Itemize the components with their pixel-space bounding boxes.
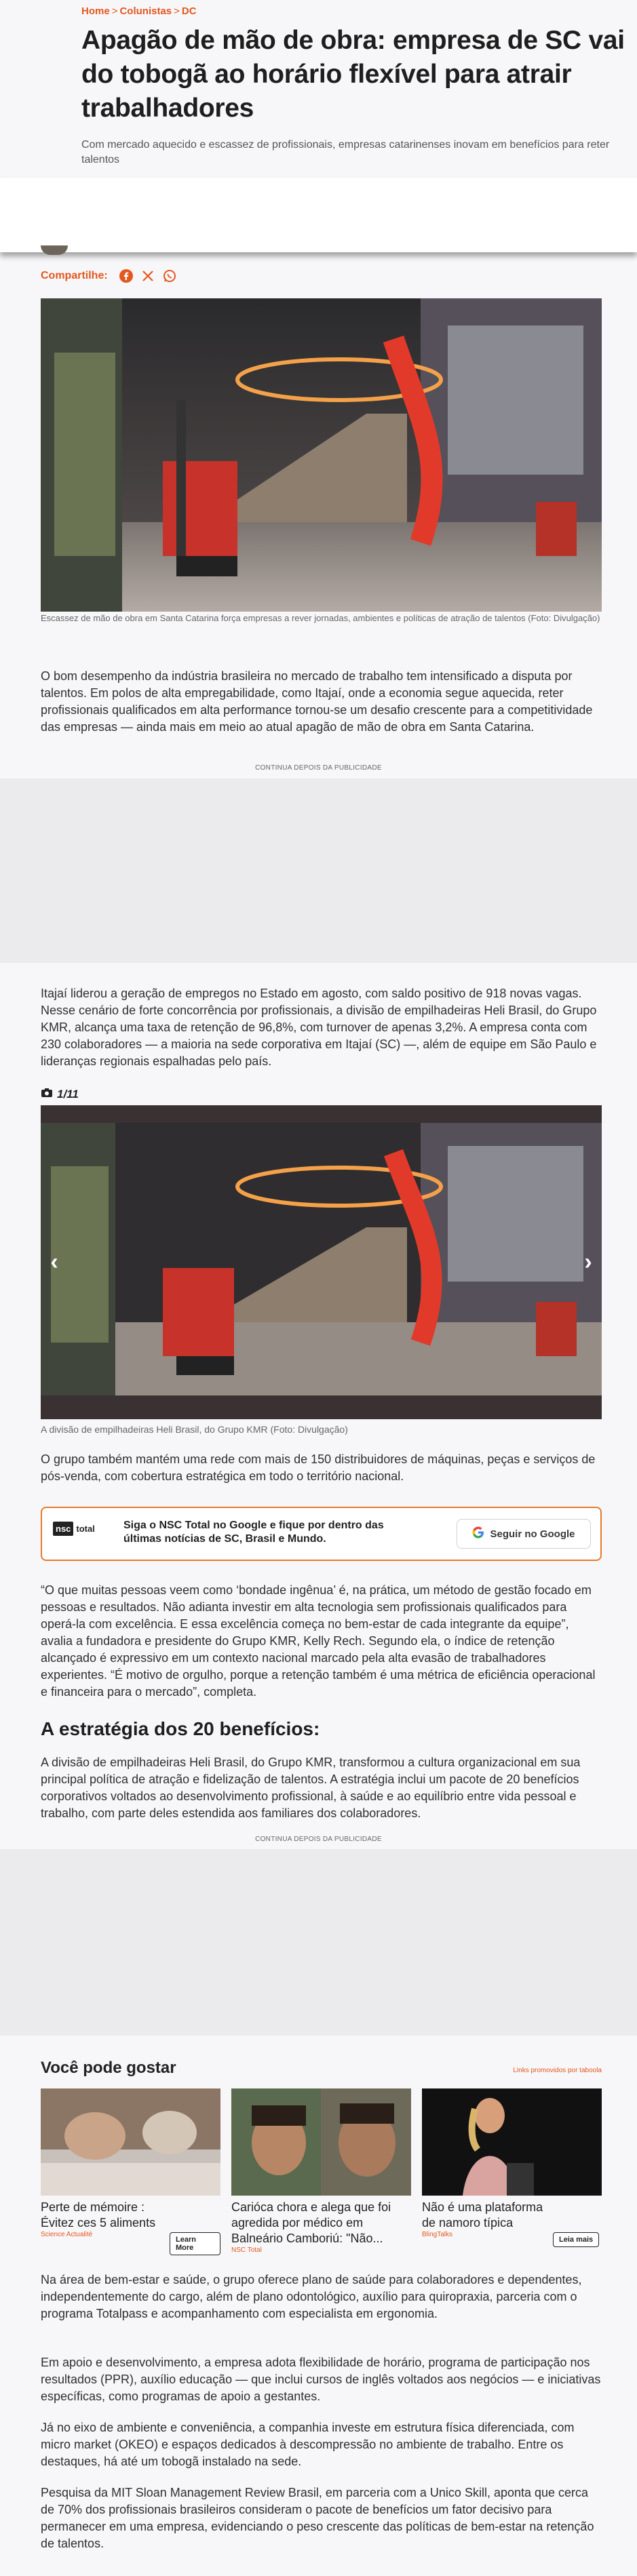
google-icon xyxy=(472,1526,484,1541)
sticky-header-overlay xyxy=(0,178,637,252)
paragraph-1: O bom desempenho da indústria brasileira no mercado de trabalho tem intensificado a disputa por talentos. Em polos de alta empregabilidade, como Itajaí, onde a economia segue aquecida, reter profissionais qualificados em alta performance tornou-se um desafio crescente para a competitividade das empresas — ainda mais em meio ao atual apagão de mão de obra em Santa Catarina. xyxy=(41,669,593,734)
ad-slot xyxy=(0,778,637,963)
article-title: Apagão de mão de obra: empresa de SC vai do tobogã ao horário flexível para atrair trabalhadores xyxy=(81,26,625,123)
recommend-headline-3[interactable]: Não é uma plataforma de namoro típica xyxy=(422,2200,543,2230)
section-heading: A estratégia dos 20 benefícios: xyxy=(41,1718,320,1739)
facebook-icon[interactable] xyxy=(119,269,134,283)
recommend-image-1[interactable] xyxy=(41,2088,220,2196)
nsc-total-logo: nsc total xyxy=(53,1522,95,1536)
gallery-caption: A divisão de empilhadeiras Heli Brasil, do Grupo KMR (Foto: Divulgação) xyxy=(41,1424,348,1435)
recommend-card-2[interactable] xyxy=(231,2088,411,2254)
paragraph-5: A divisão de empilhadeiras Heli Brasil, do Grupo KMR, transformou a cultura organizacional em sua principal política de atração e fidelização de talentos. A estratégia inclui um pacote de 20 benefícios corporativos voltados ao desenvolvimento profissional, à saúde e ao equilíbrio entre vida pessoal e trabalho, com parte deles estendida aos familiares dos colaboradores. xyxy=(41,1756,581,1820)
paragraph-2: Itajaí liderou a geração de empregos no Estado em agosto, com saldo positivo de 918 novas vagas. Nesse cenário de forte concorrência por profissionais, a divisão de empilhadeiras Heli Brasil, do Grupo KMR, alcança uma taxa de retenção de 96,8%, com turnover de apenas 3,2%. A empresa conta com 230 colaboradores — a maioria na sede corporativa em Itajaí (SC) —, além de equipe em São Paulo e lideranças regionais espalhadas pelo país. xyxy=(41,987,597,1068)
gallery-counter-row xyxy=(41,1088,79,1101)
recommend-image-2[interactable] xyxy=(231,2088,411,2196)
gallery-counter: 1/11 xyxy=(57,1088,79,1101)
chevron-left-icon[interactable]: ‹ xyxy=(50,1249,58,1275)
recommend-title: Você pode gostar xyxy=(41,2059,176,2077)
recommend-headline-1[interactable]: Perte de mémoire : Évitez ces 5 aliments xyxy=(41,2200,156,2230)
whatsapp-icon[interactable] xyxy=(162,269,177,283)
article-subtitle: Com mercado aquecido e escassez de profissionais, empresas catarinenses inovam em benefícios para reter talentos xyxy=(81,139,610,165)
recommend-card-3[interactable] xyxy=(422,2088,602,2244)
recommend-headline-2[interactable]: Carióca chora e alega que foi agredida por médico em Balneário Camboriú: "Não... xyxy=(231,2200,391,2245)
photo-gallery[interactable] xyxy=(41,1105,602,1419)
hero-caption: Escassez de mão de obra em Santa Catarina força empresas a rever jornadas, ambientes e políticas de atração de talentos (Foto: Divulgação) xyxy=(41,613,600,623)
paragraph-6: Na área de bem-estar e saúde, o grupo oferece plano de saúde para colaboradores e dependentes, independentemente do cargo, além de plano odontológico, auxílio para quiropraxia, parceria com o programa Totalpass e acompanhamento com especialista em ergonomia. xyxy=(41,2273,582,2320)
breadcrumb-home[interactable]: Home xyxy=(81,5,110,17)
recommend-source-1: Science Actualité xyxy=(41,2231,93,2238)
camera-icon xyxy=(41,1088,53,1101)
paragraph-3: O grupo também mantém uma rede com mais de 150 distribuidores de máquinas, peças e serviços de pós-venda, com cobertura estratégica em todo o território nacional. xyxy=(41,1452,596,1483)
author-avatar[interactable] xyxy=(41,245,68,255)
google-follow-box xyxy=(41,1507,602,1561)
x-icon[interactable] xyxy=(140,269,155,283)
ad-notice-2: CONTINUA DEPOIS DA PUBLICIDADE xyxy=(255,1836,382,1843)
breadcrumb-dc[interactable]: DC xyxy=(181,5,197,17)
ad-slot-2 xyxy=(0,1849,637,2036)
follow-google-button[interactable]: Seguir no Google xyxy=(457,1519,591,1549)
learn-more-button[interactable]: Learn More xyxy=(170,2232,220,2255)
paragraph-7: Em apoio e desenvolvimento, a empresa adota flexibilidade de horário, programa de participação nos resultados (PPR), auxílio educação — que inclui cursos de inglês voltados aos negócios — e iniciativas específicas, como programas de apoio a gestantes. xyxy=(41,2356,601,2403)
breadcrumb: Home > Colunistas > DC xyxy=(81,5,197,17)
share-bar xyxy=(41,269,177,283)
hero-image xyxy=(41,298,602,612)
recommend-source-2: NSC Total xyxy=(231,2246,262,2254)
chevron-right-icon[interactable]: › xyxy=(584,1249,592,1275)
recommend-source-3: BlingTalks xyxy=(422,2231,453,2238)
google-follow-text: Siga o NSC Total no Google e fique por dentro das últimas notícias de SC, Brasil e Mundo. xyxy=(123,1520,384,1545)
leia-mais-button[interactable]: Leia mais xyxy=(553,2232,599,2247)
paragraph-8: Já no eixo de ambiente e conveniência, a companhia investe em estrutura física diferenciada, com micro market (OKEO) e espaços dedicados à descompressão no ambiente de trabalho. Entre os destaques, há até um tobogã instalado na sede. xyxy=(41,2421,575,2468)
paragraph-9: Pesquisa da MIT Sloan Management Review Brasil, em parceria com a Unico Skill, aponta que cerca de 70% dos profissionais brasileiros consideram o pacote de benefícios um fator decisivo para permanecer em uma empresa, evidenciando o peso crescente das políticas de bem-estar na retenção de talentos. xyxy=(41,2486,594,2550)
breadcrumb-colunistas[interactable]: Colunistas xyxy=(119,5,172,17)
recommend-image-3[interactable] xyxy=(422,2088,602,2196)
paragraph-4: “O que muitas pessoas veem como ‘bondade ingênua’ é, na prática, um método de gestão focado em pessoas e resultados. Não adianta investir em alta tecnologia sem profissionais qualificados para operá-la com excelência. E essa excelência começa no bem-estar de cada integrante da equipe”, avalia a fundadora e presidente do Grupo KMR, Kelly Rech. Segundo ela, o índice de retenção alcançado é expressivo em um contexto nacional marcado pela alta evasão de trabalhadores experientes. “É motivo de orgulho, porque a retenção também é uma métrica de eficiência operacional e financeira para o mercado”, completa. xyxy=(41,1583,596,1699)
recommend-card-1[interactable] xyxy=(41,2088,220,2252)
ad-notice: CONTINUA DEPOIS DA PUBLICIDADE xyxy=(255,764,382,772)
taboola-sponsor[interactable]: Links promovidos por taboola xyxy=(513,2067,602,2074)
share-label: Compartilhe: xyxy=(41,270,108,281)
